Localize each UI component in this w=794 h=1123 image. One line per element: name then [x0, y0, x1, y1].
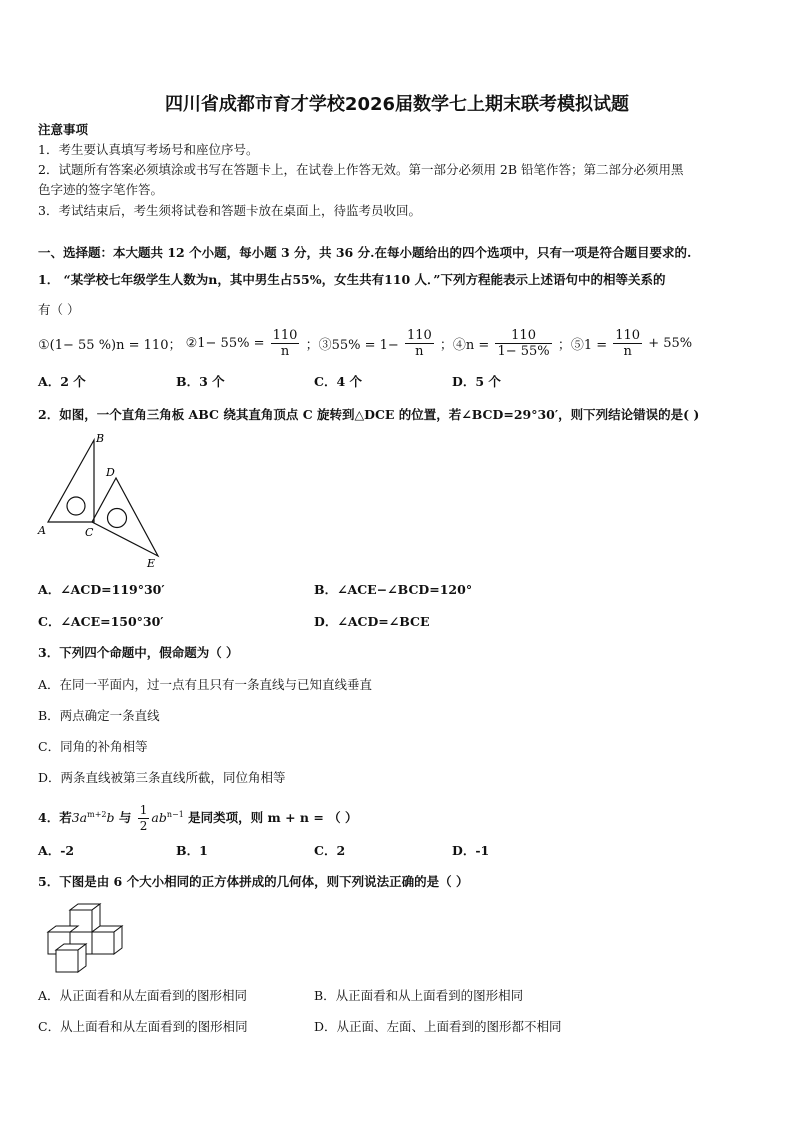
q1-stem: 1． “某学校七年级学生人数为n，其中男生占55%，女生共有110 人．”下列方程能表示上述语句中的相等关系的	[38, 272, 666, 287]
numerator: 110	[495, 328, 551, 344]
q5-option-d[interactable]: D．从正面、左面、上面看到的图形都不相同	[314, 1019, 562, 1034]
q5-option-c[interactable]: C．从上面看和从左面看到的图形相同	[38, 1019, 248, 1034]
q4-term2-exponent: n−1	[166, 809, 184, 819]
numerator: 110	[615, 328, 641, 343]
label-b: B	[96, 432, 105, 445]
q3-option-d[interactable]: D．两条直线被第三条直线所截，同位角相等	[38, 770, 286, 785]
q4-option-b[interactable]: B．1	[176, 843, 208, 858]
numerator: 1	[139, 803, 148, 817]
q3-option-c[interactable]: C．同角的补角相等	[38, 739, 148, 754]
denominator: 1− 55%	[497, 344, 550, 359]
q1-equations	[38, 328, 692, 359]
label-c: C	[85, 526, 94, 539]
denominator: 2	[139, 819, 148, 833]
eq1: ①(1− 55 %)n = 110；	[38, 338, 182, 353]
q2-option-b[interactable]: B．∠ACE−∠BCD=120°	[314, 582, 473, 597]
q5-option-a[interactable]: A．从正面看和从左面看到的图形相同	[38, 988, 248, 1003]
q1-option-c[interactable]: C．4 个	[314, 374, 362, 389]
q4-term2: ab	[151, 810, 167, 825]
q3-stem: 3．下列四个命题中，假命题为（ ）	[38, 645, 239, 660]
eq2-left: ②1− 55% =	[185, 336, 265, 351]
eq3-left: ；③55% = 1−	[305, 338, 399, 353]
notice-item: 3．考试结束后，考生须将试卷和答题卡放在桌面上，待监考员收回。	[38, 203, 421, 218]
label-d: D	[106, 466, 115, 479]
eq5-fraction	[613, 328, 642, 359]
q5-option-b[interactable]: B．从正面看和从上面看到的图形相同	[314, 988, 524, 1003]
notice-item: 2．试题所有答案必须填涂或书写在答题卡上，在试卷上作答无效。第一部分必须用 2B 铅笔作答；第二部分必须用黑	[38, 162, 684, 177]
notice-heading: 注意事项	[38, 122, 89, 137]
q1-option-a[interactable]: A．2 个	[38, 374, 86, 389]
eq4-fraction	[495, 328, 551, 359]
triangle-figure	[34, 428, 174, 573]
label-e: E	[147, 557, 156, 570]
denominator: n	[623, 344, 632, 359]
q4-term1: 3a	[71, 810, 88, 825]
cubes-figure	[40, 900, 126, 978]
q4-and: 与	[114, 810, 136, 825]
page-title: 四川省成都市育才学校2026届数学七上期末联考模拟试题	[164, 94, 630, 115]
q2-option-d[interactable]: D．∠ACD=∠BCE	[314, 614, 430, 629]
q4-term1-exponent: m+2	[87, 809, 107, 819]
q2-stem: 2．如图，一个直角三角板 ABC 绕其直角顶点 C 旋转到△DCE 的位置，若∠BCD=29°30′，则下列结论错误的是( )	[38, 407, 700, 422]
denominator: n	[415, 344, 424, 359]
eq5-right: + 55%	[648, 336, 693, 351]
q5-stem: 5．下图是由 6 个大小相同的正方体拼成的几何体，则下列说法正确的是（ ）	[38, 874, 469, 889]
notice-item: 1．考生要认真填写考场号和座位序号。	[38, 142, 259, 157]
numerator: 110	[406, 328, 432, 343]
q4-term1-b: b	[106, 810, 115, 825]
eq2-fraction	[271, 328, 300, 359]
q4-suffix: 是同类项，则 m + n = （ ）	[183, 810, 358, 825]
q4-stem	[38, 803, 358, 834]
q4-fraction	[138, 803, 150, 834]
eq4-left: ；④n =	[439, 338, 490, 353]
q3-option-a[interactable]: A．在同一平面内，过一点有且只有一条直线与已知直线垂直	[38, 677, 373, 692]
notice-item: 色字迹的签字笔作答。	[38, 182, 164, 197]
q4-option-d[interactable]: D．-1	[452, 843, 490, 858]
q4-prefix: 4．若	[38, 810, 72, 825]
q4-option-a[interactable]: A．-2	[38, 843, 75, 858]
q2-option-a[interactable]: A．∠ACD=119°30′	[38, 582, 165, 597]
eq5-left: ；⑤1 =	[557, 338, 608, 353]
q1-stem-end: 有（ ）	[38, 302, 80, 317]
label-a: A	[38, 524, 46, 537]
q1-option-b[interactable]: B．3 个	[176, 374, 225, 389]
numerator: 110	[272, 328, 298, 343]
section-heading: 一、选择题：本大题共 12 个小题，每小题 3 分，共 36 分.在每小题给出的四个选项中，只有一项是符合题目要求的.	[38, 245, 692, 260]
denominator: n	[280, 344, 290, 359]
q1-option-d[interactable]: D．5 个	[452, 374, 501, 389]
q3-option-b[interactable]: B．两点确定一条直线	[38, 708, 160, 723]
q4-option-c[interactable]: C．2	[314, 843, 346, 858]
eq3-fraction	[405, 328, 434, 359]
q2-option-c[interactable]: C．∠ACE=150°30′	[38, 614, 164, 629]
